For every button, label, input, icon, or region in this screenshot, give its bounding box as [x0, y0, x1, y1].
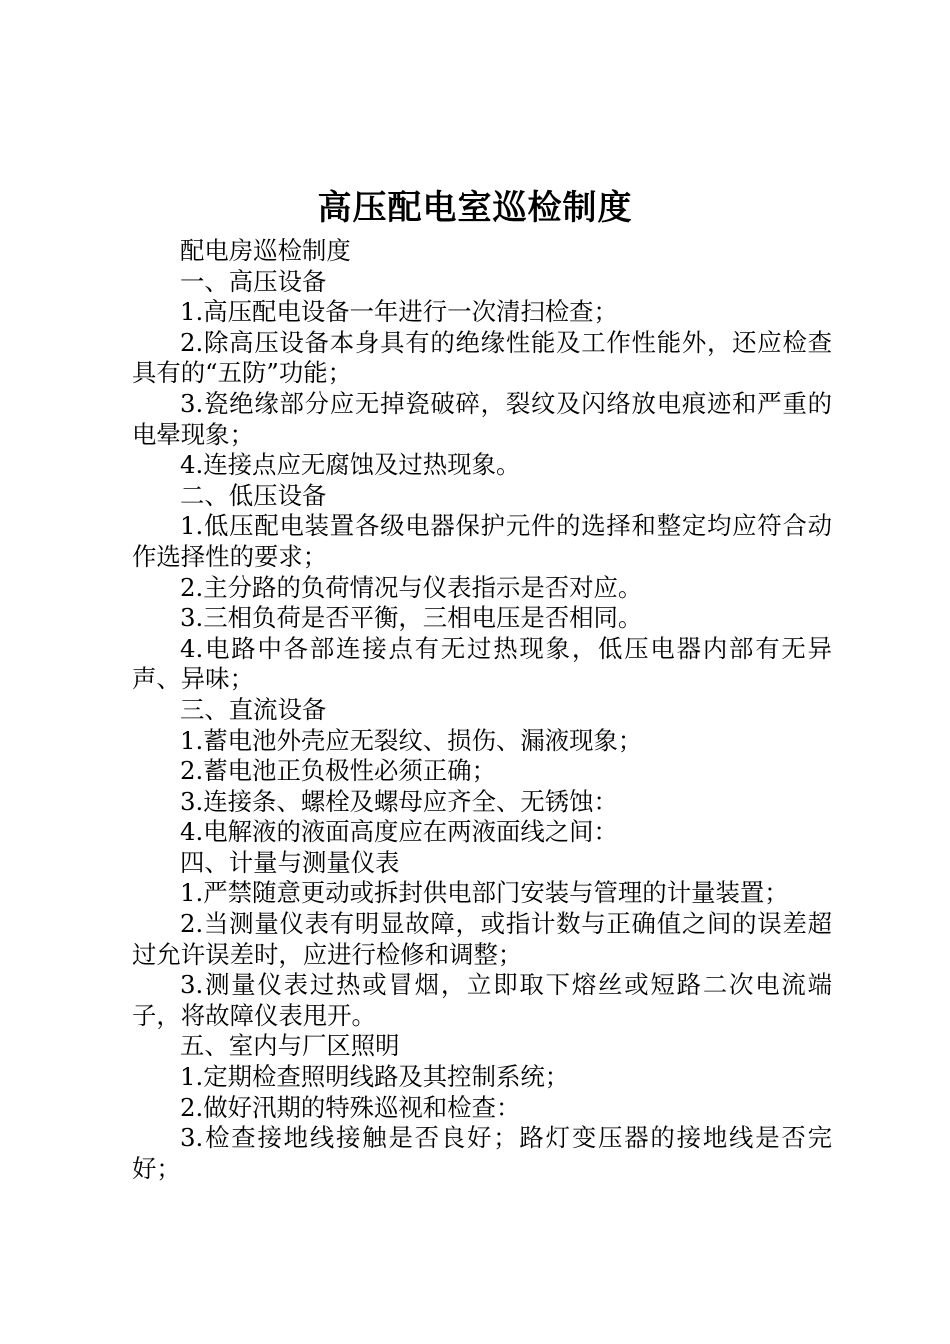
paragraph: 4.电解液的液面高度应在两液面线之间：: [180, 817, 618, 847]
paragraph: 2.当测量仪表有明显故障，或指计数与正确值之间的误差超过允许误差时，应进行检修和调整；: [132, 909, 832, 969]
paragraph-subtitle: 配电房巡检制度: [180, 236, 351, 265]
section-heading-high-voltage: 一、高压设备: [180, 266, 327, 296]
paragraph: 1.高压配电设备一年进行一次清扫检查；: [180, 297, 618, 327]
paragraph: 2.除高压设备本身具有的绝缘性能及工作性能外，还应检查具有的“五防”功能；: [132, 327, 832, 388]
paragraph: 4.连接点应无腐蚀及过热现象。: [180, 450, 521, 480]
section-heading-dc-equipment: 三、直流设备: [180, 694, 327, 724]
paragraph: 4.电路中各部连接点有无过热现象，低压电器内部有无异声、异味；: [132, 633, 832, 694]
paragraph: 3.瓷绝缘部分应无掉瓷破碎，裂纹及闪络放电痕迹和严重的电晕现象；: [132, 388, 832, 449]
paragraph: 2.蓄电池正负极性必须正确；: [180, 756, 496, 786]
section-heading-instruments: 四、计量与测量仪表: [180, 847, 400, 877]
document-title: 高压配电室巡检制度: [317, 188, 633, 228]
section-heading-lighting: 五、室内与厂区照明: [180, 1031, 400, 1061]
paragraph: 1.定期检查照明线路及其控制系统；: [180, 1062, 570, 1092]
paragraph: 3.检查接地线接触是否良好；路灯变压器的接地线是否完好；: [132, 1123, 832, 1183]
paragraph: 1.严禁随意更动或拆封供电部门安装与管理的计量装置；: [180, 878, 789, 908]
paragraph: 1.低压配电装置各级电器保护元件的选择和整定均应符合动作选择性的要求；: [132, 511, 832, 571]
paragraph: 2.主分路的负荷情况与仪表指示是否对应。: [180, 572, 643, 602]
paragraph: 3.连接条、螺栓及螺母应齐全、无锈蚀：: [180, 786, 618, 816]
paragraph: 1.蓄电池外壳应无裂纹、损伤、漏液现象；: [180, 725, 643, 755]
paragraph: 2.做好汛期的特殊巡视和检查：: [180, 1092, 521, 1122]
paragraph: 3.三相负荷是否平衡，三相电压是否相同。: [180, 603, 643, 633]
section-heading-low-voltage: 二、低压设备: [180, 480, 327, 510]
paragraph: 3.测量仪表过热或冒烟，立即取下熔丝或短路二次电流端子，将故障仪表甩开。: [132, 970, 832, 1030]
document-body: [132, 236, 832, 1184]
